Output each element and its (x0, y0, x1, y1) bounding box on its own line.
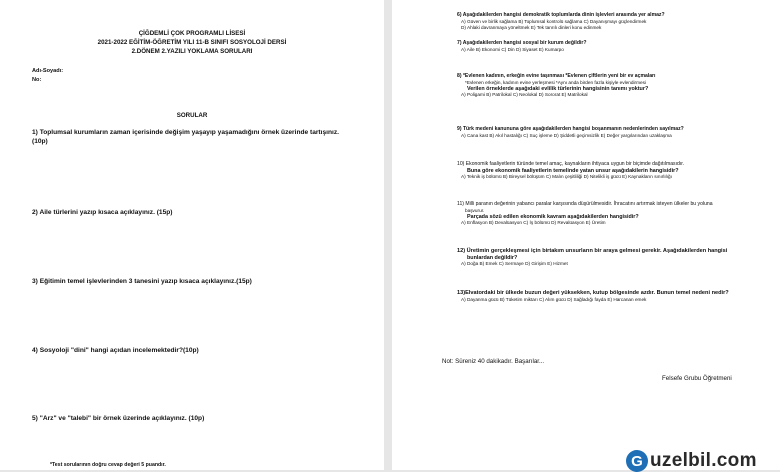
exam-year-class: 2021-2022 EĞİTİM-ÖĞRETİM YILI 11-B SINIFI SOSYOLOJİ DERSİ (97, 39, 287, 46)
question-prompt: bunlardan değildir? (467, 254, 518, 261)
site-watermark (626, 450, 780, 472)
teacher-signature: Felsefe Grubu Öğretmeni (662, 375, 732, 382)
answer-options: A) Poligami B) Patrilokal C) Neolokal D) Sororat E) Matrilokal (461, 92, 588, 98)
school-name: ÇİĞDEMLİ ÇOK PROGRAMLI LİSESİ (138, 30, 246, 37)
question-stem: 13)Elvatordaki bir ülkede buzun değeri yüksekken, kutup bölgesinde azdır. Bunun temel nedeni nedir? (457, 290, 729, 296)
question-12 (457, 248, 775, 268)
question-subtext: başvurur. (465, 207, 485, 213)
exam-title: 2.DÖNEM 2.YAZILI YOKLAMA SORULARI (131, 48, 253, 55)
question-3: 3) Eğitimin temel işlevlerinden 3 tanesini yazıp kısaca açıklayınız.(15p) (32, 278, 252, 285)
question-subtext: *Evlenen erkeğin, kadının evine yerleşmesi *Aynı anda birden fazla kişiyle evlendirmesi (465, 79, 646, 85)
question-11 (457, 201, 775, 227)
question-4: 4) Sosyoloji "dini" hangi açıdan incelemektedir?(10p) (32, 347, 199, 354)
time-note: Not: Süreniz 40 dakikadır. Başarılar... (442, 358, 545, 365)
question-stem: 11) Milli paranın değerinin yabancı paralar karşısında düşürülmesidir. İhracatını artırmak isteyen ülkeler bu yoluna (457, 201, 713, 207)
question-stem: 12) Üretimin gerçekleşmesi için birtakım unsurların bir araya gelmesi gerekir. Aşağıdakilerden hangisi (457, 248, 728, 254)
question-9 (457, 126, 775, 139)
question-prompt: Buna göre ekonomik faaliyetlerin temelinde yatan unsur aşağıdakilerin hangisidir? (467, 167, 679, 174)
watermark-text: uzelbil.com (650, 450, 757, 471)
question-2: 2) Aile türlerini yazıp kısaca açıklayınız. (15p) (32, 209, 173, 216)
question-points: (10p) (32, 138, 48, 145)
answer-options: A) Doğa B) Emek C) Sermaye D) Girişim E) Hizmet (461, 261, 568, 267)
exam-page-left (0, 0, 384, 470)
question-8 (457, 73, 775, 99)
footnote: *Test sorularının doğru cevap değeri 5 puandır. (50, 462, 166, 468)
question-stem: 8) *Evlenen kadının, erkeğin evine taşınması *Evlenen çiftlerin yeni bir ev açmaları (457, 73, 656, 79)
question-7 (457, 40, 775, 53)
watermark-logo-icon: G (626, 450, 648, 472)
question-stem: 6) Aşağıdakilerden hangisi demokratik toplumlarda dinin işlevleri arasında yer almaz? (457, 12, 665, 18)
answer-options: A) Cana kast B) Akıl hastalığı C) Suç işleme D) Şiddetli geçimsizlik E) Değer yargılarından uzaklaşma (461, 132, 672, 138)
question-stem: 9) Türk medeni kanununa göre aşağıdakilerden hangisi boşanmanın nedenlerinden sayılmaz? (457, 126, 684, 132)
name-label: Adı-Soyadı: (32, 68, 64, 74)
question-stem: 7) Aşağıdakilerden hangisi sosyal bir kurum değildir? (457, 40, 587, 46)
answer-options: A) Güven ve birlik sağlama B) Toplumsal kontrolü sağlama C) Dayanışmayı güçlendirmek (461, 18, 647, 24)
question-stem: 10) Ekonomik faaliyetlerin türünde temel amaç, kaynakların ihtiyaca uygun bir biçimde dağıtılmasıdır. (457, 161, 685, 167)
answer-options: A) Dayanma gücü B) Tüketim miktarı C) Alım gücü D) Sağladığı fayda E) Harcanan emek (461, 296, 647, 302)
question-13 (457, 290, 775, 303)
answer-options: A) Enflasyon B) Devalüasyon C) İş bölümü D) Revalüasyon E) Üretim (461, 220, 606, 226)
question-text: 1) Toplumsal kurumların zaman içerisinde değişim yaşayıp yaşamadığını örnek üzerinde tartışınız. (32, 129, 339, 136)
section-title: SORULAR (176, 112, 208, 119)
question-10 (457, 161, 775, 181)
number-label: No: (32, 77, 42, 83)
question-6 (457, 12, 775, 31)
exam-page-right (392, 0, 780, 470)
answer-options: D) Ahlaki davranmaya yöneltmek E) Tek tanrılı dinleri konu edinmek (461, 25, 602, 30)
question-prompt: Verilen örneklerde aşağıdaki evlilik türlerinin hangisinin tanımı yoktur? (467, 85, 649, 92)
question-1 (32, 128, 339, 146)
answer-options: A) Aile B) Ekonomi C) Din D) Siyaset E) Kumarpo (461, 46, 564, 52)
question-5: 5) "Arz" ve "talebi" bir örnek üzerinde açıklayınız. (10p) (32, 415, 205, 422)
answer-options: A) Teknik iş bölümü B) Bireysel bölüşüm C) Malın çeşitliliği D) Nitelikli iş gücü E) Kaynakların sınırlılığı (461, 174, 672, 180)
question-prompt: Parçada sözü edilen ekonomik kavram aşağıdakilerden hangisidir? (467, 213, 639, 220)
